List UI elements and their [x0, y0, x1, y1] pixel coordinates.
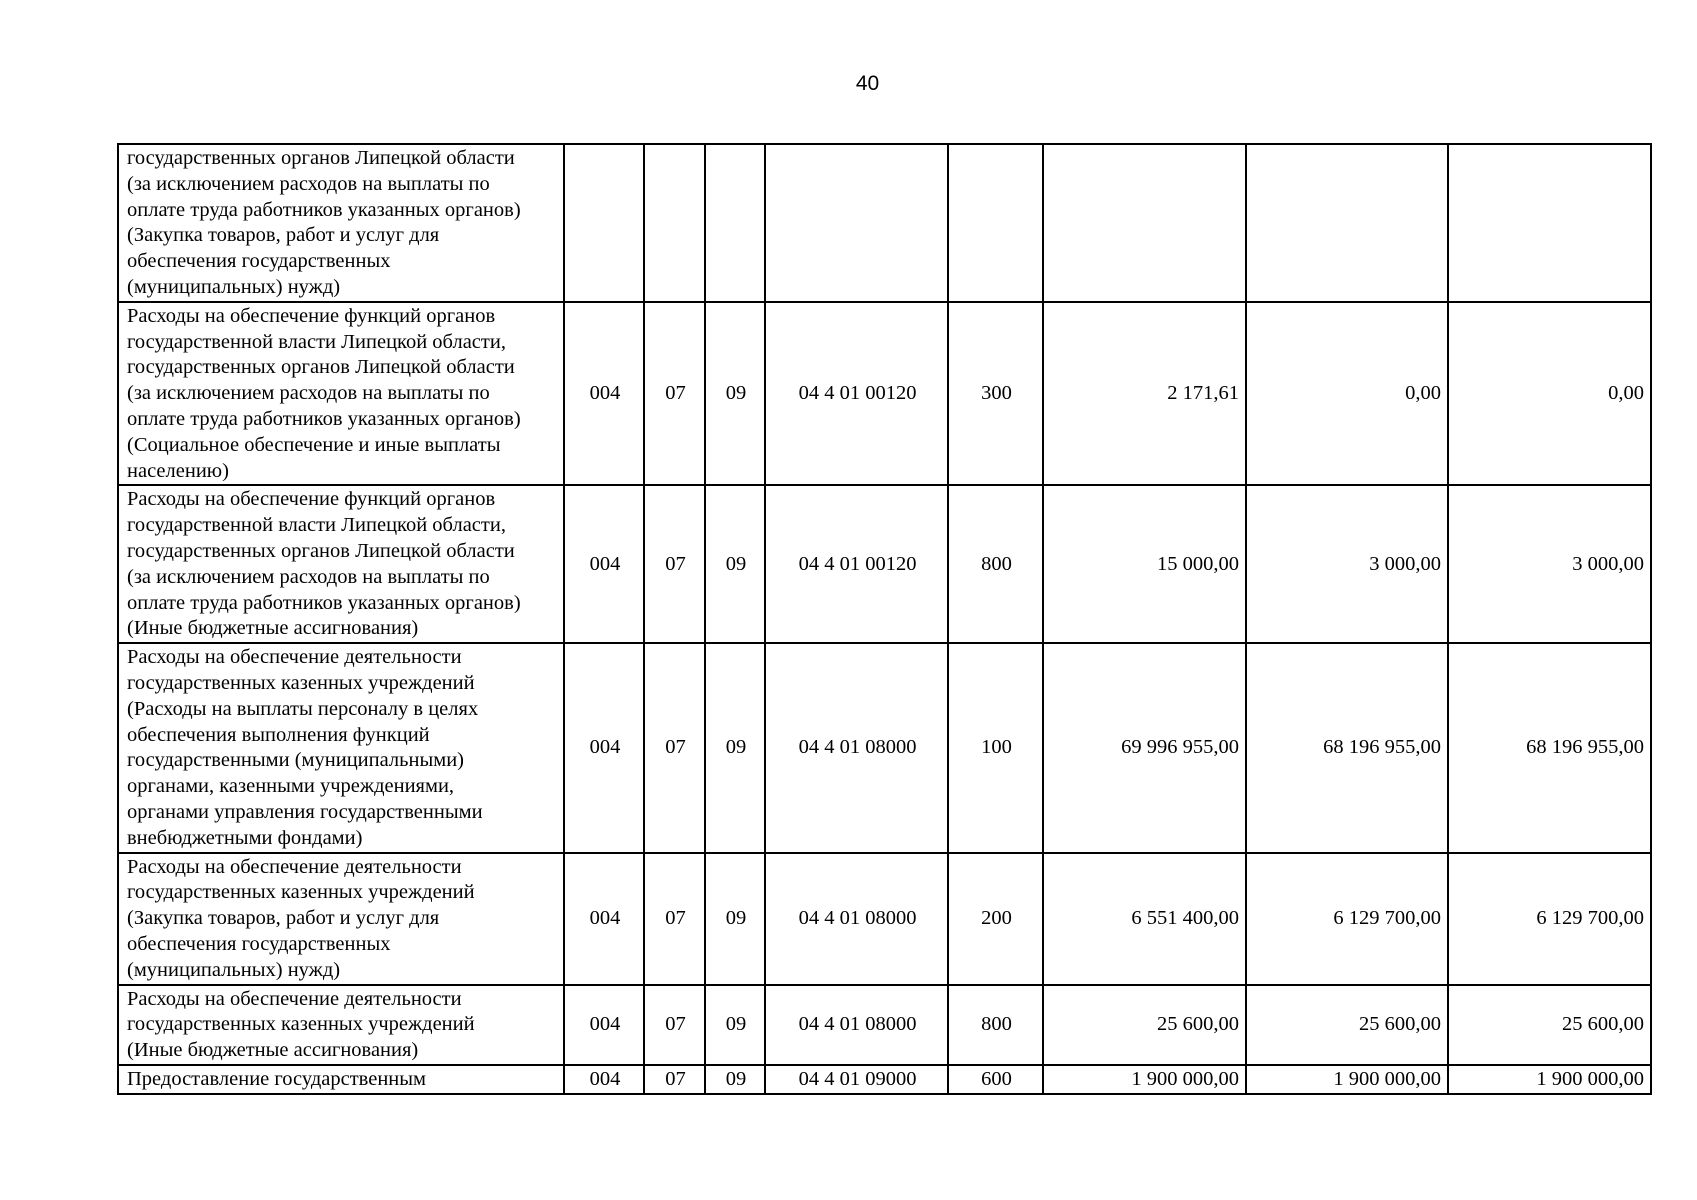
expense-name-line: (Иные бюджетные ассигнования)	[127, 617, 419, 640]
expense-name-line: (за исключением расходов на выплаты по	[127, 382, 490, 405]
expense-name-line: (за исключением расходов на выплаты по	[127, 565, 490, 588]
ministry-code-cell: 004	[564, 643, 644, 852]
expense-type-cell	[948, 144, 1043, 302]
expense-name-line: обеспечения выполнения функций	[127, 723, 430, 746]
expense-name-cell	[118, 853, 564, 985]
expense-name-line: (Иные бюджетные ассигнования)	[127, 1039, 419, 1062]
subsection-code-cell	[705, 144, 765, 302]
ministry-code-cell: 004	[564, 853, 644, 985]
sum-year3-cell: 68 196 955,00	[1448, 643, 1651, 852]
section-code-cell: 07	[644, 985, 705, 1065]
target-article-cell: 04 4 01 00120	[765, 485, 948, 643]
expense-name-line: Расходы на обеспечение деятельности	[127, 987, 462, 1010]
ministry-code-cell: 004	[564, 485, 644, 643]
expense-name-line: (Закупка товаров, работ и услуг для	[127, 224, 440, 247]
sum-year2-cell: 68 196 955,00	[1246, 643, 1448, 852]
sum-year1-cell: 15 000,00	[1043, 485, 1246, 643]
sum-year1-cell: 6 551 400,00	[1043, 853, 1246, 985]
expense-name-line: (муниципальных) нужд)	[127, 958, 341, 981]
expense-name-line: (Расходы на выплаты персоналу в целях	[127, 697, 479, 720]
target-article-cell: 04 4 01 08000	[765, 853, 948, 985]
sum-year2-cell: 25 600,00	[1246, 985, 1448, 1065]
expense-name-line: Расходы на обеспечение деятельности	[127, 646, 462, 669]
expense-name-line: государственных органов Липецкой области	[127, 539, 515, 562]
sum-year1-cell: 25 600,00	[1043, 985, 1246, 1065]
sum-year1-cell: 2 171,61	[1043, 302, 1246, 486]
subsection-code-cell: 09	[705, 643, 765, 852]
subsection-code-cell: 09	[705, 985, 765, 1065]
ministry-code-cell	[564, 144, 644, 302]
ministry-code-cell: 004	[564, 1065, 644, 1094]
table-row	[118, 643, 1651, 852]
sum-year3-cell: 25 600,00	[1448, 985, 1651, 1065]
expense-name-line: государственной власти Липецкой области,	[127, 514, 506, 537]
expense-name-line: органами, казенными учреждениями,	[127, 775, 455, 798]
target-article-cell	[765, 144, 948, 302]
target-article-cell: 04 4 01 00120	[765, 302, 948, 486]
expense-type-cell: 800	[948, 985, 1043, 1065]
expense-name-line: населению)	[127, 459, 229, 482]
section-code-cell: 07	[644, 485, 705, 643]
expense-name-cell	[118, 985, 564, 1065]
target-article-cell: 04 4 01 08000	[765, 985, 948, 1065]
table-row	[118, 485, 1651, 643]
expense-name-line: внебюджетными фондами)	[127, 826, 363, 849]
section-code-cell: 07	[644, 1065, 705, 1094]
page-number: 40	[855, 72, 880, 95]
ministry-code-cell: 004	[564, 985, 644, 1065]
expense-name-line: органами управления государственными	[127, 800, 483, 823]
expense-name-line: оплате труда работников указанных органов)	[127, 591, 521, 614]
expense-name-line: Расходы на обеспечение функций органов	[127, 304, 496, 327]
expense-name-cell	[118, 485, 564, 643]
sum-year3-cell: 0,00	[1448, 302, 1651, 486]
table-row	[118, 985, 1651, 1065]
expense-name-line: Расходы на обеспечение функций органов	[127, 488, 496, 511]
expense-name-line: (муниципальных) нужд)	[127, 275, 341, 298]
expense-type-cell: 800	[948, 485, 1043, 643]
expense-name-line: государственных органов Липецкой области	[127, 356, 515, 379]
budget-table	[117, 143, 1652, 1095]
table-row	[118, 853, 1651, 985]
expense-name-line: оплате труда работников указанных органов)	[127, 407, 521, 430]
expense-name-cell	[118, 643, 564, 852]
expense-name-line: государственных казенных учреждений	[127, 881, 475, 904]
section-code-cell: 07	[644, 643, 705, 852]
sum-year3-cell	[1448, 144, 1651, 302]
expense-name-line: государственных казенных учреждений	[127, 1013, 475, 1036]
subsection-code-cell: 09	[705, 485, 765, 643]
sum-year1-cell	[1043, 144, 1246, 302]
target-article-cell: 04 4 01 08000	[765, 643, 948, 852]
target-article-cell: 04 4 01 09000	[765, 1065, 948, 1094]
expense-name-line: (за исключением расходов на выплаты по	[127, 172, 490, 195]
expense-type-cell: 300	[948, 302, 1043, 486]
expense-name-line: Расходы на обеспечение деятельности	[127, 855, 462, 878]
ministry-code-cell: 004	[564, 302, 644, 486]
expense-name-cell	[118, 144, 564, 302]
expense-name-line: Предоставление государственным	[127, 1067, 427, 1090]
expense-name-line: государственной власти Липецкой области,	[127, 330, 506, 353]
table-row	[118, 1065, 1651, 1094]
expense-name-line: (Закупка товаров, работ и услуг для	[127, 907, 440, 930]
sum-year2-cell: 6 129 700,00	[1246, 853, 1448, 985]
sum-year1-cell: 69 996 955,00	[1043, 643, 1246, 852]
sum-year2-cell: 0,00	[1246, 302, 1448, 486]
expense-name-line: государственными (муниципальными)	[127, 749, 464, 772]
section-code-cell: 07	[644, 302, 705, 486]
expense-type-cell: 100	[948, 643, 1043, 852]
sum-year2-cell: 1 900 000,00	[1246, 1065, 1448, 1094]
table-row	[118, 302, 1651, 486]
sum-year1-cell: 1 900 000,00	[1043, 1065, 1246, 1094]
expense-name-line: обеспечения государственных	[127, 932, 391, 955]
expense-name-line: обеспечения государственных	[127, 250, 391, 273]
expense-type-cell: 200	[948, 853, 1043, 985]
expense-name-line: оплате труда работников указанных органов)	[127, 198, 521, 221]
sum-year3-cell: 3 000,00	[1448, 485, 1651, 643]
expense-name-cell	[118, 302, 564, 486]
subsection-code-cell: 09	[705, 302, 765, 486]
subsection-code-cell: 09	[705, 853, 765, 985]
subsection-code-cell: 09	[705, 1065, 765, 1094]
sum-year2-cell	[1246, 144, 1448, 302]
expense-name-cell	[118, 1065, 564, 1094]
sum-year3-cell: 6 129 700,00	[1448, 853, 1651, 985]
section-code-cell: 07	[644, 853, 705, 985]
sum-year2-cell: 3 000,00	[1246, 485, 1448, 643]
expense-type-cell: 600	[948, 1065, 1043, 1094]
sum-year3-cell: 1 900 000,00	[1448, 1065, 1651, 1094]
expense-name-line: государственных казенных учреждений	[127, 671, 475, 694]
expense-name-line: государственных органов Липецкой области	[127, 147, 515, 169]
section-code-cell	[644, 144, 705, 302]
table-row	[118, 144, 1651, 302]
expense-name-line: (Социальное обеспечение и иные выплаты	[127, 433, 501, 456]
